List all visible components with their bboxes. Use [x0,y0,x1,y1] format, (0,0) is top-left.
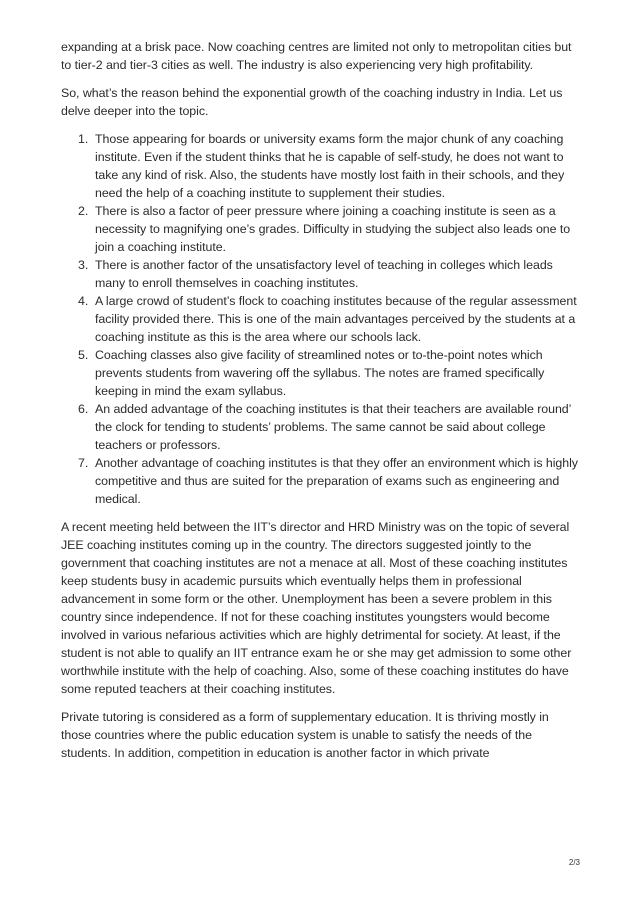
list-item-number: 2. [78,204,89,218]
paragraph-meeting: A recent meeting held between the IIT’s director and HRD Ministry was on the topic of several JEE coaching institutes coming up in the country. The directors suggested jointly to the government that coaching institutes are not a menace at all. Most of these coaching institutes keep students busy in academic pursuits which eventually helps them in professional advancement in some form or the other. Unemployment has been a severe problem in this country since independence. If not for these coaching institutes youngsters would become involved in various nefarious activities which are highly detrimental for society. At least, if the student is not able to qualify an IIT entrance exam he or she may get admission to some other worthwhile institute with the help of coaching. Also, some of these coaching institutes do have some reputed teachers at their coaching institutes. [61,520,572,696]
document-page [61,38,581,772]
list-item-number: 7. [78,456,89,470]
list-item [61,454,581,508]
list-item-number: 6. [78,402,89,416]
list-item-text: A large crowd of student’s flock to coaching institutes because of the regular assessment facility provided there. This is one of the main advantages perceived by the students at a coaching institute as this is the area where our schools lack. [95,294,577,344]
list-item-text: Coaching classes also give facility of streamlined notes or to-the-point notes which prevents students from wavering off the syllabus. The notes are framed specifically keeping in mind the exam syllabus. [95,348,545,398]
page-number: 2/3 [568,858,580,867]
list-item [61,346,581,400]
list-item [61,400,581,454]
paragraph-tutoring: Private tutoring is considered as a form of supplementary education. It is thriving mostly in those countries where the public education system is unable to satisfy the needs of the students. In addition, competition in education is another factor in which private [61,710,549,760]
list-item-text: There is also a factor of peer pressure where joining a coaching institute is seen as a necessity to magnifying one’s grades. Difficulty in studying the subject also leads one to join a coaching institute. [95,204,571,254]
list-item-number: 4. [78,294,89,308]
list-item-number: 1. [78,132,89,146]
list-item [61,256,581,292]
reasons-list [61,130,581,508]
list-item-number: 3. [78,258,89,272]
list-item [61,202,581,256]
list-item [61,292,581,346]
list-item-text: There is another factor of the unsatisfactory level of teaching in colleges which leads many to enroll themselves in coaching institutes. [95,258,553,290]
list-item [61,130,581,202]
list-item-text: Those appearing for boards or university exams form the major chunk of any coaching institute. Even if the student thinks that he is capable of self-study, he does not want to take any kind of risk. Also, the students have mostly lost faith in their schools, and they need the help of a coaching institute to supplement their studies. [95,132,565,200]
list-item-text: An added advantage of the coaching institutes is that their teachers are available round’ the clock for tending to students’ problems. The same cannot be said about college teachers or professors. [95,402,571,452]
paragraph-intro: expanding at a brisk pace. Now coaching centres are limited not only to metropolitan cities but to tier-2 and tier-3 cities as well. The industry is also experiencing very high profitability. [61,40,572,72]
paragraph-question: So, what’s the reason behind the exponential growth of the coaching industry in India. Let us delve deeper into the topic. [61,86,563,118]
list-item-text: Another advantage of coaching institutes is that they offer an environment which is highly competitive and thus are suited for the preparation of exams such as engineering and medical. [95,456,578,506]
list-item-number: 5. [78,348,89,362]
